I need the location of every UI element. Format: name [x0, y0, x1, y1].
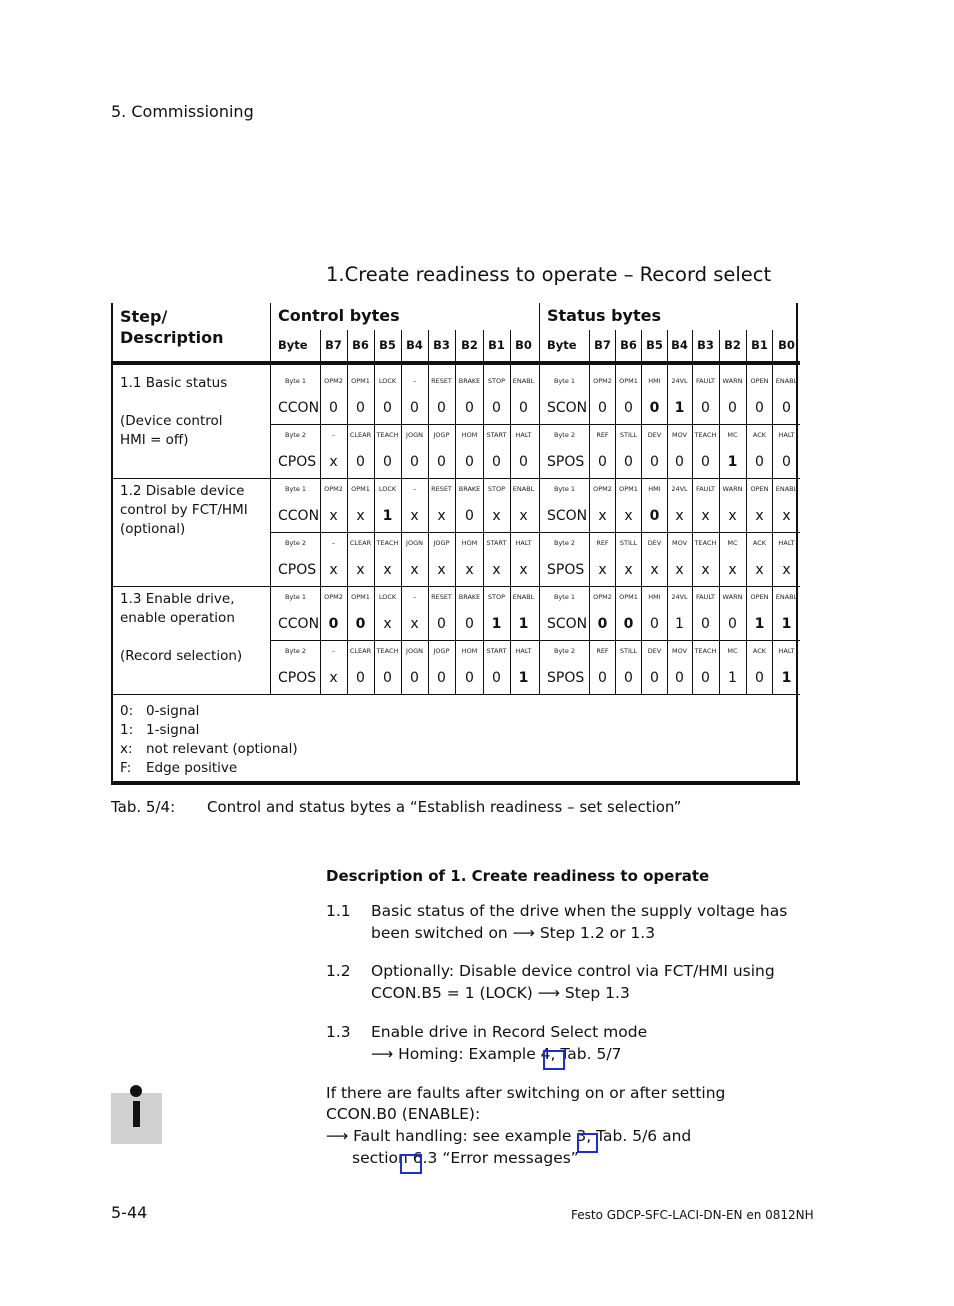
byte-label: Byte 1 — [554, 377, 576, 385]
note-line: ⟶ Fault handling: see example 3, Tab. 5/6 and — [326, 1127, 692, 1145]
bit-label: STOP — [487, 485, 506, 493]
bit-label: JOGP — [433, 539, 450, 547]
control-bit-value: 0 — [356, 670, 365, 686]
bit-label: ENABL — [512, 485, 535, 493]
control-bytes-header: Control bytes — [278, 306, 400, 325]
status-register-name: SCON — [547, 400, 588, 416]
status-bit-value: 0 — [755, 670, 764, 686]
bit-label: WARN — [722, 377, 743, 385]
legend-text: Edge positive — [146, 760, 238, 776]
control-bit-value: 0 — [329, 400, 338, 416]
bit-label: TEACH — [376, 431, 399, 439]
control-bit-value: x — [410, 562, 419, 578]
status-bit-value: 0 — [728, 400, 737, 416]
control-bit-value: 0 — [410, 670, 419, 686]
status-bit-value: x — [782, 508, 791, 524]
bit-label: – — [331, 539, 336, 547]
control-bit-value: 0 — [383, 670, 392, 686]
control-register-name: CCON — [278, 616, 320, 632]
control-register-name: CCON — [278, 400, 320, 416]
status-bit-value: x — [755, 508, 764, 524]
legend-key: x: — [120, 741, 133, 757]
bit-label: OPEN — [750, 377, 769, 385]
control-bit-value: x — [410, 508, 419, 524]
legend-key: 0: — [120, 703, 134, 719]
h-rule — [270, 424, 800, 425]
control-bit-value: 0 — [437, 454, 446, 470]
control-bit-value: 0 — [465, 454, 474, 470]
bit-label: DEV — [647, 539, 662, 547]
caption-number: Tab. 5/4: — [111, 798, 176, 816]
item-text: Optionally: Disable device control via FCT/HMI using CCON.B5 = 1 (LOCK) ⟶ Step 1.3 — [371, 962, 775, 1002]
legend-text: 1-signal — [146, 722, 200, 738]
control-bit-value: 0 — [465, 616, 474, 632]
byte-label: Byte 1 — [554, 593, 576, 601]
bit-label: HMI — [648, 593, 661, 601]
control-bit-value: 1 — [491, 616, 502, 632]
page-number: 5-44 — [111, 1203, 148, 1222]
h-rule — [113, 361, 800, 365]
h-rule — [270, 532, 800, 533]
link-marker[interactable] — [400, 1154, 422, 1174]
status-bit-value: 0 — [650, 454, 659, 470]
status-bit-value: 0 — [649, 508, 660, 524]
bit-label: ACK — [752, 647, 767, 655]
status-bit-value: x — [650, 562, 659, 578]
control-bit-value: x — [492, 508, 501, 524]
bit-label: HALT — [778, 431, 795, 439]
bit-label: ENABL — [775, 377, 798, 385]
bit-label: FAULT — [695, 377, 716, 385]
bit-label: DEV — [647, 647, 662, 655]
control-bit-value: 0 — [492, 400, 501, 416]
bit-label: HMI — [648, 485, 661, 493]
byte-label: Byte 2 — [285, 431, 307, 439]
control-bit-value: x — [329, 670, 338, 686]
status-bit-value: 0 — [598, 400, 607, 416]
bit-label: REF — [596, 539, 609, 547]
control-bit-value: x — [383, 562, 392, 578]
control-register-name: CCON — [278, 508, 320, 524]
bit-label: STOP — [487, 377, 506, 385]
bit-label: 24VL — [671, 485, 688, 493]
note-line: CCON.B0 (ENABLE): — [326, 1105, 481, 1123]
status-bit-value: 0 — [624, 400, 633, 416]
bit-label: STOP — [487, 593, 506, 601]
bit-label: MC — [727, 431, 738, 439]
control-bit-value: 0 — [465, 670, 474, 686]
status-bit-value: 0 — [755, 454, 764, 470]
bit-label: OPM2 — [324, 485, 343, 493]
item-number: 1.1 — [326, 902, 351, 920]
bit-label: OPM2 — [593, 485, 612, 493]
bit-label: BRAKE — [458, 377, 481, 385]
bit-label: JOGN — [406, 431, 423, 439]
bit-label: – — [412, 377, 417, 385]
bit-label: MOV — [671, 539, 688, 547]
bit-label: LOCK — [378, 593, 397, 601]
status-register-name: SCON — [547, 616, 588, 632]
bit-label: HOM — [461, 539, 478, 547]
bit-label: MC — [727, 539, 738, 547]
bit-label: HMI — [648, 377, 661, 385]
bit-label: START — [486, 431, 507, 439]
legend-key: 1: — [120, 722, 134, 738]
status-bit-value: 0 — [701, 616, 710, 632]
description-title: Description of 1. Create readiness to operate — [326, 867, 710, 885]
status-bit-value: x — [728, 508, 737, 524]
bit-label: HOM — [461, 647, 478, 655]
control-bit-value: x — [329, 508, 338, 524]
bit-label: HALT — [515, 647, 532, 655]
status-bit-value: 0 — [623, 616, 634, 632]
bit-label: START — [486, 539, 507, 547]
status-bit-value: 1 — [781, 670, 792, 686]
status-bit-value: 0 — [649, 400, 660, 416]
bit-label: RESET — [431, 485, 452, 493]
status-bit-value: 0 — [701, 454, 710, 470]
control-bit-value: x — [410, 616, 419, 632]
control-bit-value: 1 — [518, 616, 529, 632]
status-bit-value: x — [624, 508, 633, 524]
v-rule — [539, 303, 540, 694]
control-bit-value: 1 — [382, 508, 393, 524]
bit-label: WARN — [722, 593, 743, 601]
bit-label: OPM2 — [593, 593, 612, 601]
control-bit-value: x — [329, 562, 338, 578]
bit-label: HALT — [515, 431, 532, 439]
status-bit-value: 0 — [597, 616, 608, 632]
byte-label: Byte 1 — [285, 593, 307, 601]
bit-header: B3 — [433, 338, 450, 352]
status-bit-value: x — [782, 562, 791, 578]
control-bit-value: 0 — [383, 400, 392, 416]
bit-label: TEACH — [376, 647, 399, 655]
bit-label: – — [412, 593, 417, 601]
table-title: 1.Create readiness to operate – Record select — [326, 263, 772, 286]
h-rule — [113, 586, 800, 587]
status-bit-value: 1 — [728, 670, 737, 686]
control-bit-value: 0 — [519, 400, 528, 416]
bit-label: 24VL — [671, 377, 688, 385]
control-bit-value: 0 — [356, 400, 365, 416]
bit-label: OPM1 — [619, 377, 638, 385]
legend-text: not relevant (optional) — [146, 741, 298, 757]
status-register-name: SCON — [547, 508, 588, 524]
bit-label: ENABL — [512, 377, 535, 385]
bit-header: B6 — [620, 338, 637, 352]
bit-header: B7 — [325, 338, 342, 352]
status-bit-value: x — [598, 562, 607, 578]
bit-header: B7 — [594, 338, 611, 352]
byte-label: Byte 1 — [285, 485, 307, 493]
footer: Festo GDCP-SFC-LACI-DN-EN en 0812NH — [571, 1208, 814, 1222]
byte-label: Byte 1 — [554, 485, 576, 493]
bit-label: ENABL — [512, 593, 535, 601]
control-bit-value: 0 — [465, 400, 474, 416]
bit-label: HALT — [778, 539, 795, 547]
status-register-name: SPOS — [547, 562, 585, 578]
bit-label: HOM — [461, 431, 478, 439]
control-bit-value: 0 — [519, 454, 528, 470]
status-bit-value: 0 — [728, 616, 737, 632]
bit-label: STILL — [619, 431, 638, 439]
byte-label: Byte 2 — [285, 539, 307, 547]
bit-label: JOGN — [406, 539, 423, 547]
control-register-name: CPOS — [278, 454, 317, 470]
control-bit-value: 0 — [437, 400, 446, 416]
status-bit-value: 0 — [782, 400, 791, 416]
byte-label: Byte 2 — [554, 431, 576, 439]
bit-label: ACK — [752, 431, 767, 439]
status-bit-value: 0 — [675, 454, 684, 470]
bit-label: TEACH — [694, 647, 717, 655]
bit-label: JOGN — [406, 647, 423, 655]
bit-label: STILL — [619, 647, 638, 655]
bit-label: LOCK — [378, 377, 397, 385]
bit-label: START — [486, 647, 507, 655]
control-bit-value: x — [465, 562, 474, 578]
control-bit-value: 0 — [410, 400, 419, 416]
item-number: 1.3 — [326, 1023, 351, 1041]
control-bit-value: 0 — [465, 508, 474, 524]
control-register-name: CPOS — [278, 562, 317, 578]
caption-text: Control and status bytes a “Establish readiness – set selection” — [207, 798, 682, 816]
status-bit-value: 1 — [781, 616, 792, 632]
status-bit-value: x — [755, 562, 764, 578]
bit-label: – — [412, 485, 417, 493]
v-rule — [270, 303, 271, 694]
bit-label: WARN — [722, 485, 743, 493]
bit-label: REF — [596, 431, 609, 439]
bit-label: HALT — [778, 647, 795, 655]
bit-label: DEV — [647, 431, 662, 439]
bit-label: – — [331, 431, 336, 439]
bit-label: OPM1 — [351, 593, 370, 601]
control-bit-value: x — [329, 454, 338, 470]
item-text: Enable drive in Record Select mode ⟶ Homing: Example 4, Tab. 5/7 — [371, 1023, 648, 1063]
bit-header: B2 — [461, 338, 478, 352]
note-line: If there are faults after switching on or after setting — [326, 1084, 726, 1102]
byte-col-header: Byte — [278, 338, 308, 352]
status-register-name: SPOS — [547, 454, 585, 470]
control-bit-value: 0 — [410, 454, 419, 470]
info-icon — [111, 1093, 162, 1144]
bit-label: MC — [727, 647, 738, 655]
control-bit-value: 1 — [518, 670, 529, 686]
step-description: 1.1 Basic status (Device control HMI = off) — [120, 375, 228, 448]
control-bit-value: x — [437, 508, 446, 524]
bit-label: ACK — [752, 539, 767, 547]
legend-text: 0-signal — [146, 703, 200, 719]
bit-label: HALT — [515, 539, 532, 547]
bit-header: B1 — [751, 338, 768, 352]
bit-label: OPM2 — [593, 377, 612, 385]
byte-label: Byte 2 — [554, 647, 576, 655]
control-bit-value: x — [356, 508, 365, 524]
bit-label: TEACH — [376, 539, 399, 547]
chapter-heading: 5. Commissioning — [111, 102, 254, 121]
byte-label: Byte 2 — [554, 539, 576, 547]
bit-label: OPM2 — [324, 377, 343, 385]
bit-label: OPEN — [750, 593, 769, 601]
control-bit-value: x — [519, 562, 528, 578]
status-bit-value: 1 — [674, 400, 685, 416]
status-bit-value: x — [701, 562, 710, 578]
status-bit-value: 0 — [598, 454, 607, 470]
status-bytes-header: Status bytes — [547, 306, 662, 325]
bit-header: B1 — [488, 338, 505, 352]
bit-label: CLEAR — [349, 647, 372, 655]
status-bit-value: 1 — [727, 454, 738, 470]
bit-label: TEACH — [694, 431, 717, 439]
bit-label: 24VL — [671, 593, 688, 601]
bit-label: OPM2 — [324, 593, 343, 601]
bit-header: B5 — [379, 338, 396, 352]
control-bit-value: 0 — [437, 670, 446, 686]
link-marker[interactable] — [543, 1050, 565, 1070]
note-line: section 6.3 “Error messages” — [352, 1149, 579, 1167]
bit-label: JOGP — [433, 431, 450, 439]
bit-label: FAULT — [695, 593, 716, 601]
h-rule — [113, 694, 800, 695]
status-bit-value: 0 — [624, 670, 633, 686]
bit-label: CLEAR — [349, 539, 372, 547]
control-status-table — [111, 303, 798, 785]
control-bit-value: 0 — [492, 670, 501, 686]
control-register-name: CPOS — [278, 670, 317, 686]
link-marker[interactable] — [577, 1133, 598, 1153]
control-bit-value: x — [519, 508, 528, 524]
bit-label: FAULT — [695, 485, 716, 493]
control-bit-value: x — [383, 616, 392, 632]
control-bit-value: 0 — [437, 616, 446, 632]
bit-label: OPEN — [750, 485, 769, 493]
bit-label: MOV — [671, 647, 688, 655]
status-bit-value: x — [624, 562, 633, 578]
status-bit-value: 0 — [755, 400, 764, 416]
status-bit-value: 0 — [624, 454, 633, 470]
bit-header: B6 — [352, 338, 369, 352]
table-caption — [111, 798, 681, 816]
status-bit-value: 0 — [701, 670, 710, 686]
control-bit-value: x — [437, 562, 446, 578]
status-bit-value: 1 — [754, 616, 765, 632]
bit-label: OPM1 — [351, 377, 370, 385]
status-bit-value: 0 — [650, 616, 659, 632]
control-bit-value: 0 — [492, 454, 501, 470]
bit-header: B2 — [724, 338, 741, 352]
byte-label: Byte 2 — [285, 647, 307, 655]
bit-header: B4 — [671, 338, 688, 352]
bit-header: B0 — [778, 338, 795, 352]
bit-label: ENABL — [775, 485, 798, 493]
bit-label: ENABL — [775, 593, 798, 601]
byte-col-header: Byte — [547, 338, 577, 352]
bit-label: MOV — [671, 431, 688, 439]
control-bit-value: x — [492, 562, 501, 578]
control-bit-value: 0 — [383, 454, 392, 470]
h-rule — [113, 781, 800, 785]
status-bit-value: x — [675, 562, 684, 578]
status-bit-value: 0 — [650, 670, 659, 686]
status-bit-value: 1 — [675, 616, 684, 632]
bit-label: LOCK — [378, 485, 397, 493]
status-bit-value: x — [675, 508, 684, 524]
byte-label: Byte 1 — [285, 377, 307, 385]
status-register-name: SPOS — [547, 670, 585, 686]
bit-header: B3 — [697, 338, 714, 352]
bit-label: OPM1 — [351, 485, 370, 493]
step-description: 1.2 Disable device control by FCT/HMI (optional) — [120, 483, 248, 537]
control-bit-value: x — [356, 562, 365, 578]
bit-label: RESET — [431, 377, 452, 385]
bit-label: – — [331, 647, 336, 655]
h-rule — [113, 478, 800, 479]
control-bit-value: 0 — [355, 616, 366, 632]
status-bit-value: 0 — [598, 670, 607, 686]
bit-header: B0 — [515, 338, 532, 352]
bit-label: REF — [596, 647, 609, 655]
status-bit-value: x — [598, 508, 607, 524]
bit-label: JOGP — [433, 647, 450, 655]
status-bit-value: x — [701, 508, 710, 524]
step-description: 1.3 Enable drive, enable operation (Record selection) — [120, 591, 243, 664]
bit-label: OPM1 — [619, 485, 638, 493]
bit-label: TEACH — [694, 539, 717, 547]
legend-key: F: — [120, 760, 132, 776]
bit-label: BRAKE — [458, 485, 481, 493]
h-rule — [270, 640, 800, 641]
bit-label: OPM1 — [619, 593, 638, 601]
item-text: Basic status of the drive when the supply voltage has been switched on ⟶ Step 1.2 or 1.3 — [371, 902, 788, 942]
bit-label: STILL — [619, 539, 638, 547]
bit-header: B5 — [646, 338, 663, 352]
bit-header: B4 — [406, 338, 423, 352]
status-bit-value: 0 — [701, 400, 710, 416]
control-bit-value: 0 — [356, 454, 365, 470]
bit-label: CLEAR — [349, 431, 372, 439]
bit-label: BRAKE — [458, 593, 481, 601]
control-bit-value: 0 — [328, 616, 339, 632]
status-bit-value: x — [728, 562, 737, 578]
item-number: 1.2 — [326, 962, 351, 980]
status-bit-value: 0 — [675, 670, 684, 686]
step-header: Step/ Description — [120, 307, 224, 347]
status-bit-value: 0 — [782, 454, 791, 470]
bit-label: RESET — [431, 593, 452, 601]
